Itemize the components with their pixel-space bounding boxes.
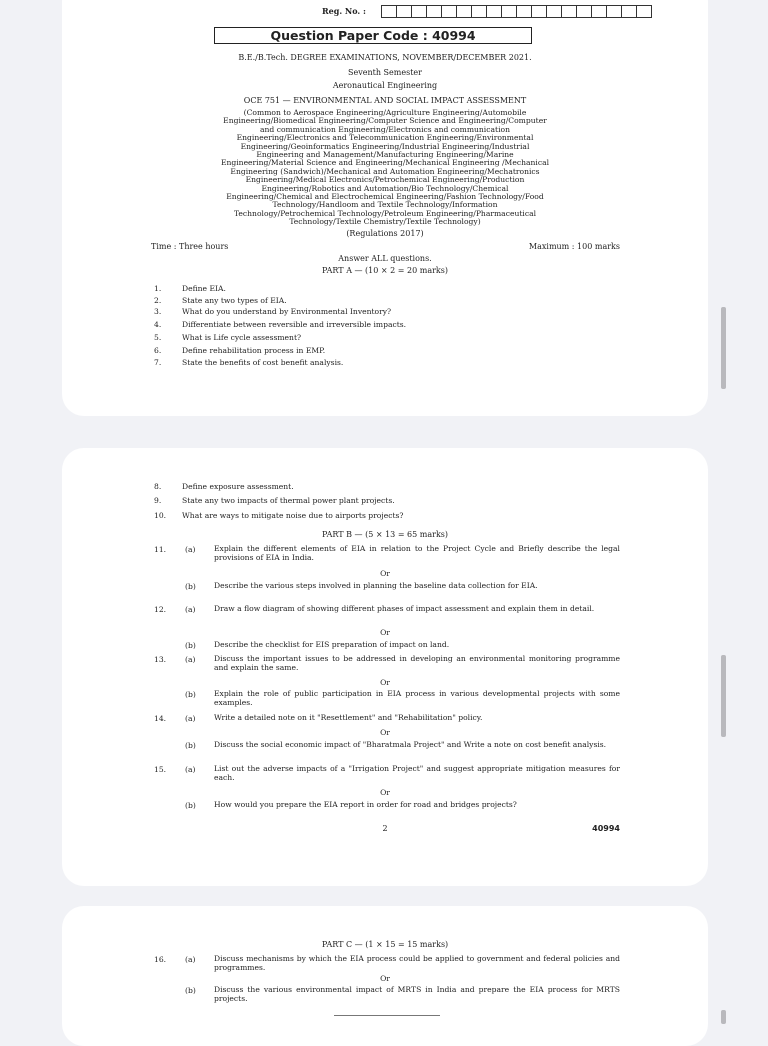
sub-label: (b) [185, 986, 196, 995]
semester: Seventh Semester [348, 68, 422, 77]
part-c-heading: PART C — (1 × 15 = 15 marks) [321, 940, 449, 949]
question-number: 4. [154, 320, 162, 329]
or-label: Or [380, 788, 390, 797]
question-text: Draw a flow diagram of showing different phases of impact assessment and explain them in detail. [214, 604, 595, 613]
question-number: 16. [154, 955, 167, 964]
branch: Aeronautical Engineering [332, 81, 438, 90]
document-page-3 [62, 906, 708, 1046]
question-number: 8. [154, 482, 162, 491]
question-text: Explain the role of public participation in EIA process in various developmental projects with some examples. [214, 689, 620, 707]
question-text: List out the adverse impacts of a "Irrigation Project" and suggest appropriate mitigation measures for each. [214, 764, 620, 782]
question-text: State the benefits of cost benefit analysis. [182, 358, 344, 367]
sub-label: (a) [185, 955, 196, 964]
reg-no-boxes [381, 5, 652, 18]
question-number: 13. [154, 655, 167, 664]
question-text: Discuss mechanisms by which the EIA process could be applied to government and federal policies and programmes. [214, 954, 620, 972]
question-number: 15. [154, 765, 167, 774]
or-label: Or [380, 678, 390, 687]
common-line: Engineering (Sandwich)/Mechanical and Automation Engineering/Mechatronics [230, 166, 540, 176]
sub-label: (a) [185, 545, 196, 554]
common-line: Engineering and Management/Manufacturing Engineering/Marine [256, 150, 514, 160]
question-number: 6. [154, 346, 162, 355]
question-text: Define rehabilitation process in EMP. [182, 346, 326, 355]
time-label: Time : Three hours [151, 242, 229, 251]
question-number: 10. [154, 511, 167, 520]
sub-label: (b) [185, 801, 196, 810]
question-text: Define EIA. [182, 284, 226, 293]
question-text: Discuss the various environmental impact of MRTS in India and prepare the EIA process for MRTS projects. [214, 985, 620, 1003]
common-line: Engineering/Chemical and Electrochemical Engineering/Fashion Technology/Food [226, 192, 544, 202]
common-line: (Common to Aerospace Engineering/Agriculture Engineering/Automobile [243, 108, 527, 117]
question-number: 2. [154, 296, 162, 305]
question-number: 12. [154, 605, 167, 614]
question-text: Discuss the important issues to be addressed in developing an environmental monitoring programme and explain the same. [214, 654, 620, 672]
common-to-branches [148, 109, 622, 227]
question-text: What is Life cycle assessment? [182, 333, 302, 342]
sub-label: (b) [185, 690, 196, 699]
sub-label: (b) [185, 641, 196, 650]
page-scrollbar-thumb[interactable] [721, 307, 726, 389]
question-number: 1. [154, 284, 162, 293]
or-label: Or [380, 569, 390, 578]
or-label: Or [380, 728, 390, 737]
common-line: Engineering/Medical Electronics/Petrochemical Engineering/Production [245, 175, 525, 185]
question-number: 7. [154, 358, 162, 367]
or-label: Or [380, 974, 390, 983]
document-page-2 [62, 448, 708, 886]
question-text: Explain the different elements of EIA in relation to the Project Cycle and Briefly describe the legal provisions of EIA in India. [214, 544, 620, 562]
footer-code: 40994 [592, 824, 620, 833]
question-text: Describe the checklist for EIS preparation of impact on land. [214, 640, 450, 649]
common-line: Engineering/Material Science and Engineering/Mechanical Engineering /Mechanical [220, 158, 550, 168]
reg-no-label: Reg. No. : [322, 6, 366, 16]
sub-label: (a) [185, 605, 196, 614]
question-number: 5. [154, 333, 162, 342]
page-rule [334, 1015, 440, 1016]
sub-label: (a) [185, 765, 196, 774]
question-number: 9. [154, 496, 162, 505]
question-text: State any two impacts of thermal power plant projects. [182, 496, 395, 505]
answer-all: Answer ALL questions. [338, 254, 432, 263]
question-paper-code: Question Paper Code : 40994 [214, 27, 532, 44]
exam-title: B.E./B.Tech. DEGREE EXAMINATIONS, NOVEMBER/DECEMBER 2021. [238, 53, 532, 62]
common-line: Engineering/Biomedical Engineering/Computer Science and Engineering/Computer [223, 116, 547, 126]
document-page-1 [62, 0, 708, 416]
part-b-heading: PART B — (5 × 13 = 65 marks) [321, 530, 449, 539]
question-text: Write a detailed note on it "Resettlement" and "Rehabilitation" policy. [214, 713, 483, 722]
course-title: OCE 751 — ENVIRONMENTAL AND SOCIAL IMPACT ASSESSMENT [243, 96, 527, 105]
part-a-heading: PART A — (10 × 2 = 20 marks) [322, 266, 448, 275]
common-line: and communication Engineering/Electronics and communication [260, 124, 510, 134]
question-number: 3. [154, 307, 162, 316]
question-text: What are ways to mitigate noise due to airports projects? [182, 511, 404, 520]
question-text: State any two types of EIA. [182, 296, 287, 305]
question-text: What do you understand by Environmental Inventory? [182, 307, 392, 316]
sub-label: (b) [185, 582, 196, 591]
max-marks-label: Maximum : 100 marks [528, 242, 620, 251]
question-text: Describe the various steps involved in planning the baseline data collection for EIA. [214, 581, 538, 590]
question-number: 14. [154, 714, 167, 723]
common-line: Technology/Petrochemical Technology/Petroleum Engineering/Pharmaceutical [233, 208, 537, 218]
question-text: Define exposure assessment. [182, 482, 294, 491]
question-text: How would you prepare the EIA report in order for road and bridges projects? [214, 800, 517, 809]
question-text: Differentiate between reversible and irreversible impacts. [182, 320, 407, 329]
page-scrollbar-thumb[interactable] [721, 1010, 726, 1024]
page-number: 2 [382, 824, 388, 833]
or-label: Or [380, 628, 390, 637]
common-line: Technology/Handloom and Textile Technology/Information [272, 200, 498, 210]
common-line: Engineering/Electronics and Telecommunication Engineering/Environmental [236, 133, 534, 143]
regulations: (Regulations 2017) [346, 229, 424, 238]
page-scrollbar-thumb[interactable] [721, 655, 726, 737]
common-line: Engineering/Robotics and Automation/Bio Technology/Chemical [261, 183, 509, 193]
common-line: Engineering/Geoinformatics Engineering/Industrial Engineering/Industrial [240, 141, 530, 151]
sub-label: (a) [185, 714, 196, 723]
question-text: Discuss the social economic impact of "Bharatmala Project" and Write a note on cost benefit analysis. [214, 740, 607, 749]
sub-label: (a) [185, 655, 196, 664]
common-line: Technology/Textile Chemistry/Textile Technology) [289, 217, 481, 227]
question-number: 11. [154, 545, 167, 554]
sub-label: (b) [185, 741, 196, 750]
